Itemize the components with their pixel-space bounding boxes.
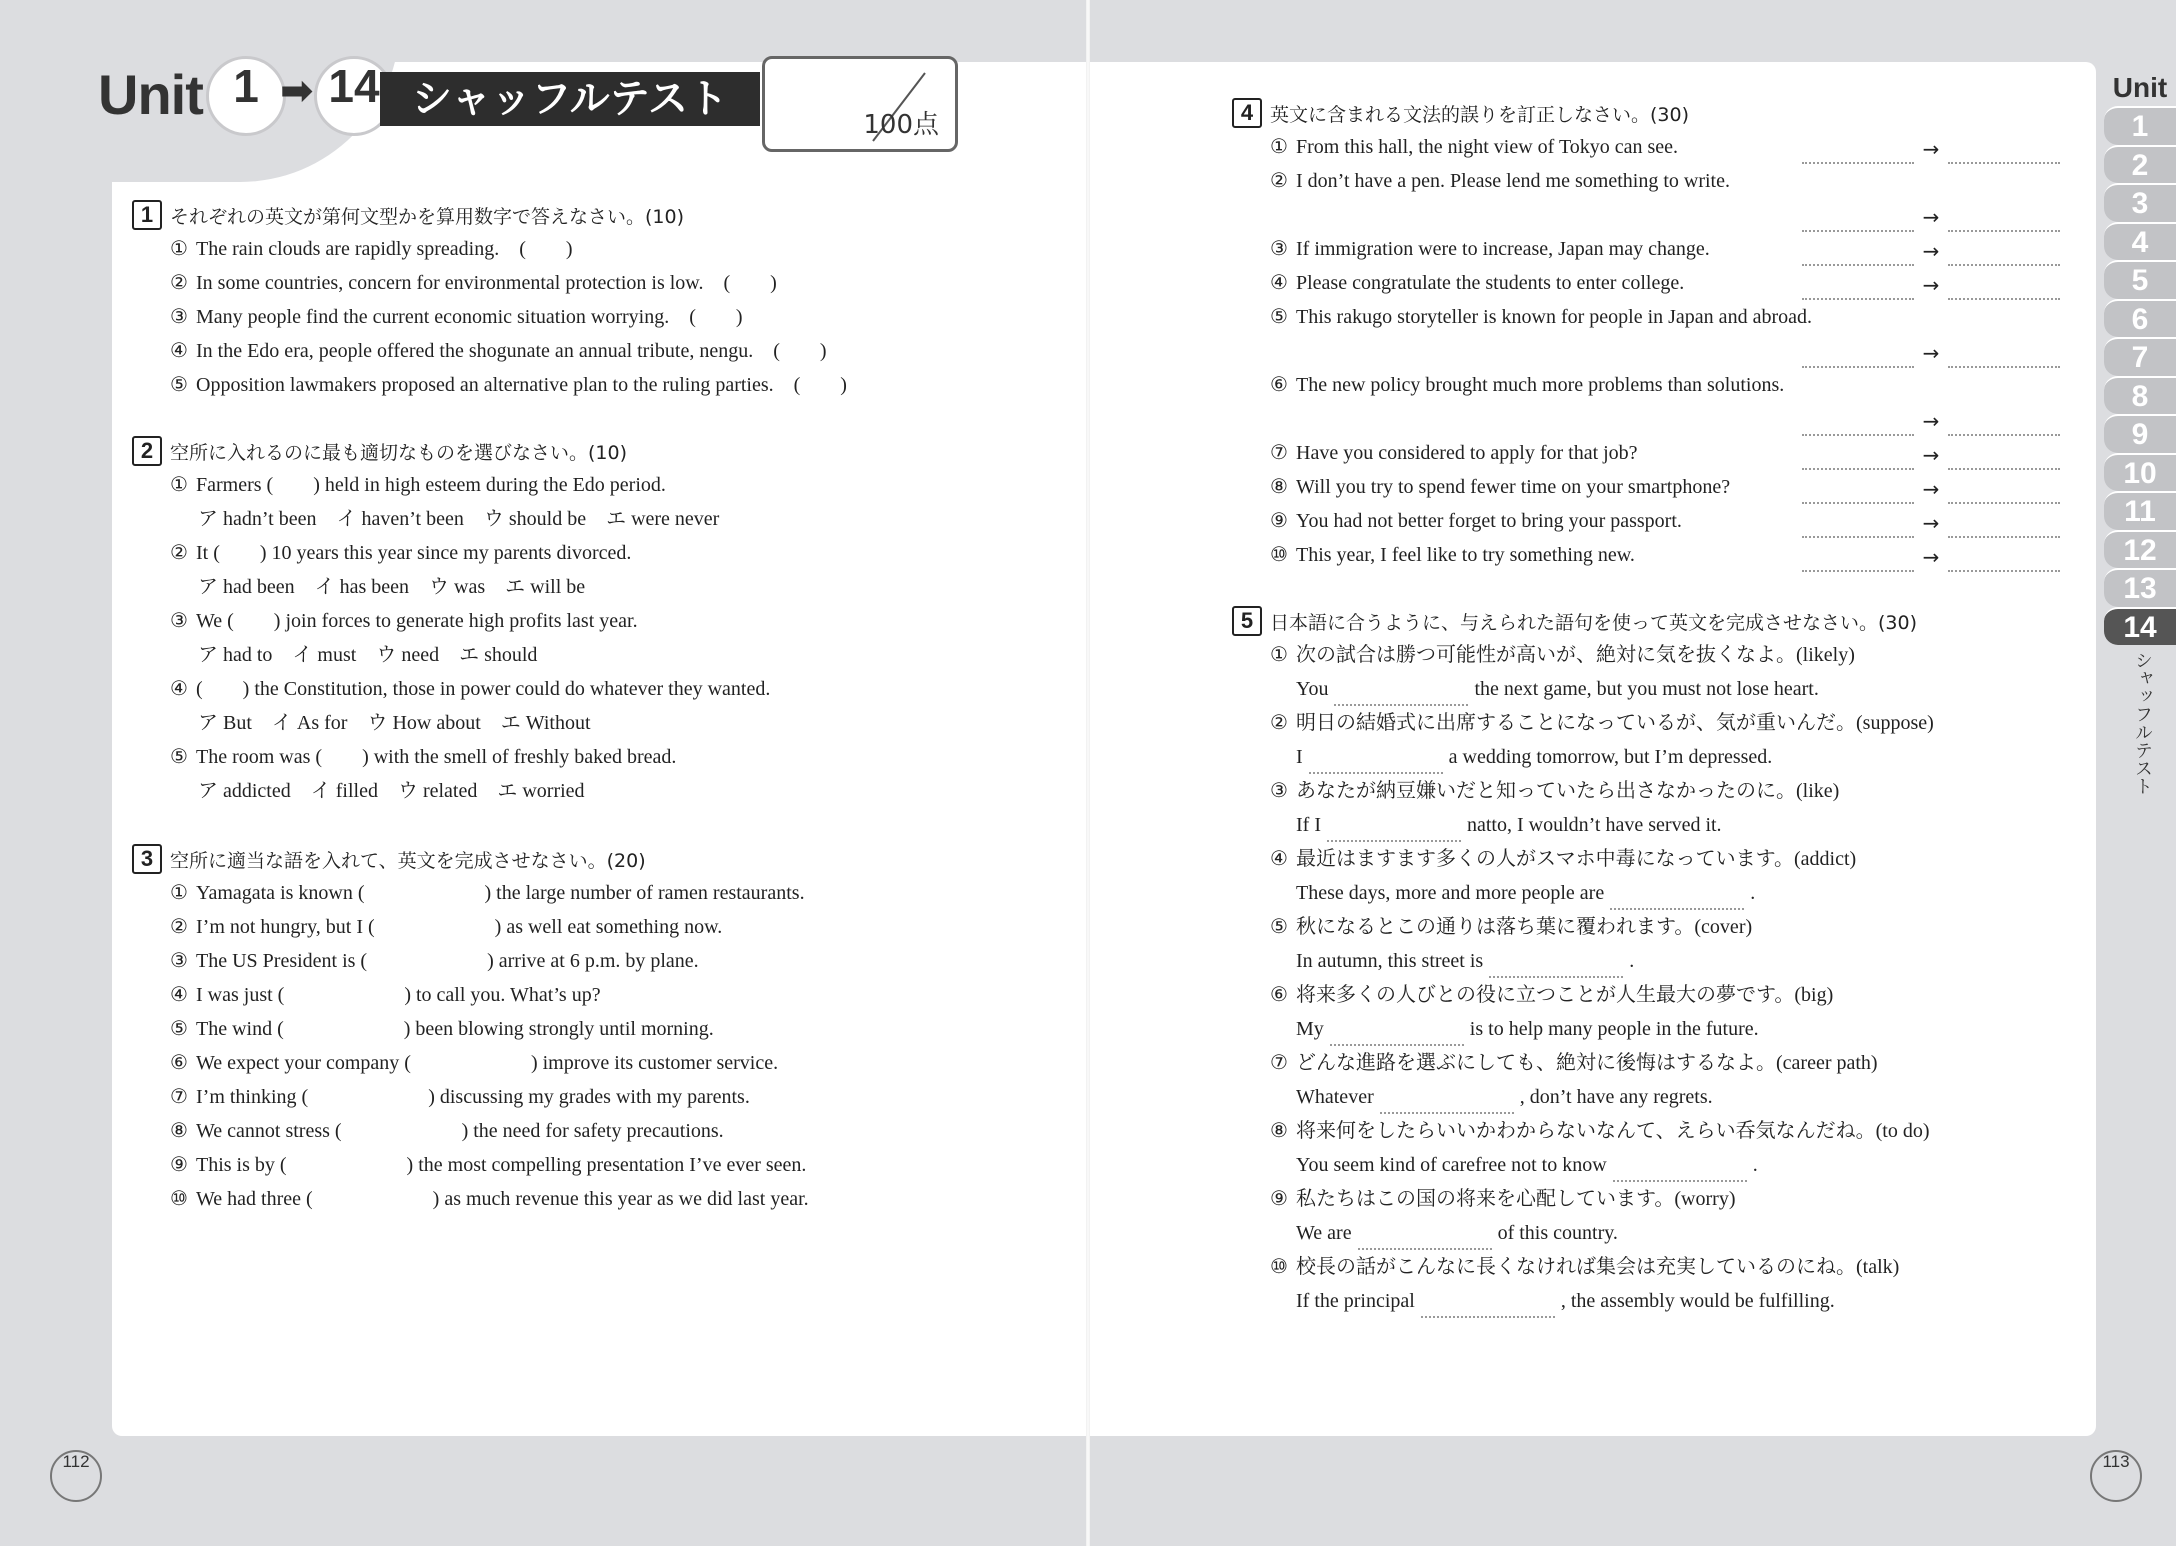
tab-unit-3[interactable]: 3 [2104,183,2176,222]
tabs-vertical-label: シャッフルテスト [2132,651,2153,795]
correction-blank[interactable] [1948,276,2060,300]
sentence-end: , don’t have any regrets. [1519,1086,1713,1108]
page-number-left: 112 [50,1450,102,1502]
question-item [1232,1250,2060,1284]
section-2-header [132,434,992,468]
question-number: ③ [170,950,188,972]
error-blank[interactable] [1802,412,1914,436]
answer-blank[interactable] [1330,1022,1464,1046]
japanese-prompt: 将来多くの人びとの役に立つことが人生最大の夢です。(big) [1296,984,1834,1006]
question-item [1232,504,2060,538]
sentence-start: Whatever [1296,1086,1374,1108]
question-number: ⑦ [1270,1052,1288,1074]
japanese-prompt: 将来何をしたらいいかわからないなんて、えらい呑気なんだね。(to do) [1296,1120,1930,1142]
answer-line [1232,334,2060,368]
japanese-prompt: あなたが納豆嫌いだと知っていたら出さなかったのに。(like) [1296,780,1840,802]
english-sentence [1232,740,2060,774]
tab-unit-4[interactable]: 4 [2104,222,2176,261]
section-4-header [1232,96,2060,130]
section-number: 5 [1232,606,1262,636]
answer-blank[interactable] [1421,1294,1555,1318]
question-text: This is by ( ) the most compelling presentation I’ve ever seen. [196,1154,807,1176]
answer-choices: ア had to イ must ウ need エ should [198,644,538,666]
question-item [132,300,992,334]
unit-to-circle: 14 [314,56,394,136]
question-text: This rakugo storyteller is known for people in Japan and abroad. [1296,306,1812,328]
tab-unit-13[interactable]: 13 [2104,568,2176,607]
sentence-end: . [1629,950,1635,972]
question-item [1232,638,2060,672]
sentence-start: In autumn, this street is [1296,950,1484,972]
section-3 [132,842,992,1216]
question-item [1232,368,2060,402]
section-number: 1 [132,200,162,230]
question-item [132,1012,992,1046]
sentence-start: If I [1296,814,1321,836]
question-item [1232,978,2060,1012]
question-item [1232,910,2060,944]
question-item [1232,470,2060,504]
sentence-start: These days, more and more people are [1296,882,1605,904]
correction-blank[interactable] [1948,140,2060,164]
sentence-start: My [1296,1018,1324,1040]
question-item [132,1080,992,1114]
question-list [1232,638,2060,1318]
question-number: ⑩ [1270,1256,1288,1278]
arrow-icon: → [1922,409,1940,433]
question-number: ⑥ [1270,374,1288,396]
arrow-icon: → [1922,273,1940,297]
question-text: I’m thinking ( ) discussing my grades with my parents. [196,1086,750,1108]
sentence-start: You [1296,678,1329,700]
question-text: In the Edo era, people offered the shogunate an annual tribute, nengu. ( ) [196,340,827,362]
question-text: You had not better forget to bring your passport. [1296,510,1682,532]
question-text: The US President is ( ) arrive at 6 p.m. by plane. [196,950,699,972]
question-number: ⑤ [170,1018,188,1040]
question-number: ③ [1270,780,1288,802]
tabs-unit-label: Unit [2112,72,2168,103]
answer-blank[interactable] [1358,1226,1492,1250]
question-number: ⑤ [170,374,188,396]
arrow-icon: → [1922,545,1940,569]
question-text: I’m not hungry, but I ( ) as well eat something now. [196,916,723,938]
section-1 [132,198,992,402]
arrow-icon: → [1922,477,1940,501]
question-item [1232,1182,2060,1216]
section-instruction: 日本語に合うように、与えられた語句を使って英文を完成させなさい。(30) [1270,611,1918,634]
section-instruction: 空所に適当な語を入れて、英文を完成させなさい。(20) [170,849,646,872]
question-number: ③ [170,610,188,632]
correction-blank[interactable] [1948,344,2060,368]
section-2 [132,434,992,808]
answer-blank[interactable] [1610,886,1744,910]
question-number: ④ [1270,272,1288,294]
correction-blank[interactable] [1948,208,2060,232]
section-number: 2 [132,436,162,466]
sentence-end: natto, I wouldn’t have served it. [1466,814,1722,836]
question-item [132,536,992,570]
question-text: The rain clouds are rapidly spreading. ( ) [196,238,573,260]
question-number: ⑩ [1270,544,1288,566]
question-number: ② [170,916,188,938]
tab-unit-11[interactable]: 11 [2104,491,2176,530]
japanese-prompt: 最近はますます多くの人がスマホ中毒になっています。(addict) [1296,848,1857,870]
error-blank[interactable] [1802,480,1914,504]
question-number: ④ [170,678,188,700]
question-number: ④ [1270,848,1288,870]
tab-unit-9[interactable]: 9 [2104,414,2176,453]
question-text: We cannot stress ( ) the need for safety precautions. [196,1120,724,1142]
question-number: ⑥ [1270,984,1288,1006]
question-number: ⑧ [170,1120,188,1142]
question-number: ② [1270,712,1288,734]
correction-row [1802,504,2060,538]
question-text: I don’t have a pen. Please lend me something to write. [1296,170,1730,192]
unit-from-circle: 1 [206,56,286,136]
sentence-end: . [1750,882,1756,904]
sentence-end: a wedding tomorrow, but I’m depressed. [1448,746,1773,768]
question-text: We expect your company ( ) improve its customer service. [196,1052,779,1074]
sentence-start: You seem kind of carefree not to know [1296,1154,1607,1176]
question-item [1232,842,2060,876]
question-text: Have you considered to apply for that job? [1296,442,1638,464]
correction-blank[interactable] [1948,412,2060,436]
tab-unit-1[interactable]: 1 [2104,106,2176,145]
correction-blank[interactable] [1948,514,2060,538]
question-item [1232,706,2060,740]
error-blank[interactable] [1802,208,1914,232]
question-number: ⑥ [170,1052,188,1074]
question-number: ⑨ [1270,510,1288,532]
score-label: 100点 [863,110,939,140]
answer-line [1232,402,2060,436]
correction-blank[interactable] [1948,548,2060,572]
japanese-prompt: 秋になるとこの通りは落ち葉に覆われます。(cover) [1296,916,1753,938]
question-item [132,1114,992,1148]
japanese-prompt: どんな進路を選ぶにしても、絶対に後悔はするなよ。(career path) [1296,1052,1878,1074]
correction-row [1802,470,2060,504]
section-1-header [132,198,992,232]
question-item [132,468,992,502]
unit-word: Unit [98,63,203,126]
correction-row [1802,232,2060,266]
answer-choices: ア had been イ has been ウ was エ will be [198,576,586,598]
arrow-icon: → [1922,511,1940,535]
question-text: We had three ( ) as much revenue this year as we did last year. [196,1188,809,1210]
error-blank[interactable] [1802,446,1914,470]
japanese-prompt: 校長の話がこんなに長くなければ集会は充実しているのにね。(talk) [1296,1256,1900,1278]
question-number: ② [170,272,188,294]
question-number: ⑤ [170,746,188,768]
question-number: ⑤ [1270,916,1288,938]
answer-blank[interactable] [1334,682,1468,706]
answer-blank[interactable] [1327,818,1461,842]
error-blank[interactable] [1802,276,1914,300]
question-number: ⑩ [170,1188,188,1210]
unit-arrow-icon: ➡ [280,68,314,114]
error-blank[interactable] [1802,548,1914,572]
section-4 [1232,96,2060,572]
question-number: ④ [170,984,188,1006]
error-blank[interactable] [1802,140,1914,164]
japanese-prompt: 次の試合は勝つ可能性が高いが、絶対に気を抜くなよ。(likely) [1296,644,1855,666]
answer-blank[interactable] [1380,1090,1514,1114]
question-item [132,1148,992,1182]
question-item [1232,164,2060,198]
question-item [132,232,992,266]
section-instruction: 英文に含まれる文法的誤りを訂正しなさい。(30) [1270,103,1690,126]
correction-blank[interactable] [1948,446,2060,470]
sentence-end: the next game, but you must not lose heart. [1474,678,1819,700]
tab-unit-2[interactable]: 2 [2104,145,2176,184]
english-sentence [1232,944,2060,978]
question-item [132,1046,992,1080]
question-text: Many people find the current economic situation worrying. ( ) [196,306,743,328]
correction-row [1802,436,2060,470]
question-text: This year, I feel like to try something new. [1296,544,1635,566]
question-item [1232,130,2060,164]
tab-unit-12[interactable]: 12 [2104,530,2176,569]
tab-unit-6[interactable]: 6 [2104,299,2176,338]
question-number: ④ [170,340,188,362]
error-blank[interactable] [1802,514,1914,538]
english-sentence [1232,1148,2060,1182]
question-text: I was just ( ) to call you. What’s up? [196,984,601,1006]
question-number: ① [170,474,188,496]
section-number: 4 [1232,98,1262,128]
section-5 [1232,604,2060,1318]
correction-row [1802,266,2060,300]
question-text: From this hall, the night view of Tokyo can see. [1296,136,1679,158]
unit-tabs [2104,72,2176,795]
page-number-right: 113 [2090,1450,2142,1502]
question-number: ① [170,882,188,904]
question-text: Please congratulate the students to enter college. [1296,272,1685,294]
sentence-end: of this country. [1497,1222,1618,1244]
question-list [1232,130,2060,572]
section-instruction: それぞれの英文が第何文型かを算用数字で答えなさい。(10) [170,205,685,228]
question-text: The wind ( ) been blowing strongly until morning. [196,1018,714,1040]
question-text: Opposition lawmakers proposed an alternative plan to the ruling parties. ( ) [196,374,847,396]
answer-blank[interactable] [1613,1158,1747,1182]
sentence-start: We are [1296,1222,1352,1244]
japanese-prompt: 明日の結婚式に出席することになっているが、気が重いんだ。(suppose) [1296,712,1934,734]
correction-row [1802,538,2060,572]
question-item [132,944,992,978]
question-number: ② [170,542,188,564]
correction-blank[interactable] [1948,242,2060,266]
page-title: シャッフルテスト [380,72,760,126]
question-item [1232,774,2060,808]
question-text: Will you try to spend fewer time on your smartphone? [1296,476,1731,498]
question-number: ② [1270,170,1288,192]
answer-blank[interactable] [1489,954,1623,978]
error-blank[interactable] [1802,344,1914,368]
question-text: ( ) the Constitution, those in power could do whatever they wanted. [196,678,771,700]
english-sentence [1232,672,2060,706]
answer-choices: ア addicted イ filled ウ related エ worried [198,780,585,802]
question-number: ⑦ [170,1086,188,1108]
question-item [1232,1046,2060,1080]
english-sentence [1232,1216,2060,1250]
score-box [762,56,958,152]
question-number: ③ [1270,238,1288,260]
correction-blank[interactable] [1948,480,2060,504]
question-item [132,910,992,944]
answer-blank[interactable] [1309,750,1443,774]
question-text: It ( ) 10 years this year since my parents divorced. [196,542,632,564]
question-item [1232,1114,2060,1148]
english-sentence [1232,1284,2060,1318]
arrow-icon: → [1922,443,1940,467]
question-list [132,876,992,1216]
english-sentence [1232,1080,2060,1114]
tab-unit-7[interactable]: 7 [2104,337,2176,376]
question-number: ① [1270,136,1288,158]
question-item [132,876,992,910]
question-text: In some countries, concern for environmental protection is low. ( ) [196,272,777,294]
question-number: ⑦ [1270,442,1288,464]
tab-unit-8[interactable]: 8 [2104,376,2176,415]
section-5-header [1232,604,2060,638]
arrow-icon: → [1922,137,1940,161]
question-number: ⑨ [1270,1188,1288,1210]
question-number: ① [1270,644,1288,666]
question-text: Yamagata is known ( ) the large number of ramen restaurants. [196,882,805,904]
arrow-icon: → [1922,239,1940,263]
question-number: ③ [170,306,188,328]
tab-unit-5[interactable]: 5 [2104,260,2176,299]
question-item [1232,300,2060,334]
question-item [132,740,992,774]
sentence-start: I [1296,746,1303,768]
question-number: ① [170,238,188,260]
question-item [132,266,992,300]
question-text: We ( ) join forces to generate high profits last year. [196,610,638,632]
tab-unit-10[interactable]: 10 [2104,453,2176,492]
question-item [1232,232,2060,266]
question-list [132,468,992,808]
error-blank[interactable] [1802,242,1914,266]
japanese-prompt: 私たちはこの国の将来を心配しています。(worry) [1296,1188,1736,1210]
correction-row [1802,130,2060,164]
question-item [132,604,992,638]
book-gutter [1086,0,1090,1546]
section-3-header [132,842,992,876]
question-item [132,672,992,706]
correction-row [1802,402,2060,436]
answer-line [1232,198,2060,232]
answer-choices: ア But イ As for ウ How about エ Without [198,712,591,734]
sentence-end: is to help many people in the future. [1469,1018,1759,1040]
english-sentence [1232,808,2060,842]
question-number: ⑨ [170,1154,188,1176]
question-text: The new policy brought much more problems than solutions. [1296,374,1785,396]
sentence-start: If the principal [1296,1290,1415,1312]
tab-unit-14[interactable]: 14 [2104,607,2176,646]
question-number: ⑤ [1270,306,1288,328]
question-list [132,232,992,402]
question-item [132,368,992,402]
correction-row [1802,334,2060,368]
question-number: ⑧ [1270,476,1288,498]
section-instruction: 空所に入れるのに最も適切なものを選びなさい。(10) [170,441,628,464]
question-item [132,334,992,368]
arrow-icon: → [1922,341,1940,365]
section-number: 3 [132,844,162,874]
question-item [1232,538,2060,572]
english-sentence [1232,876,2060,910]
question-item [132,1182,992,1216]
question-item [1232,266,2060,300]
correction-row [1802,198,2060,232]
question-number: ⑧ [1270,1120,1288,1142]
question-text: Farmers ( ) held in high esteem during the Edo period. [196,474,666,496]
arrow-icon: → [1922,205,1940,229]
sentence-end: . [1752,1154,1758,1176]
question-item [132,978,992,1012]
question-item [1232,436,2060,470]
answer-choices: ア hadn’t been イ haven’t been ウ should be エ were never [198,508,720,530]
question-text: The room was ( ) with the smell of freshly baked bread. [196,746,677,768]
sentence-end: , the assembly would be fulfilling. [1560,1290,1835,1312]
tab-list [2104,106,2176,645]
question-text: If immigration were to increase, Japan may change. [1296,238,1710,260]
english-sentence [1232,1012,2060,1046]
